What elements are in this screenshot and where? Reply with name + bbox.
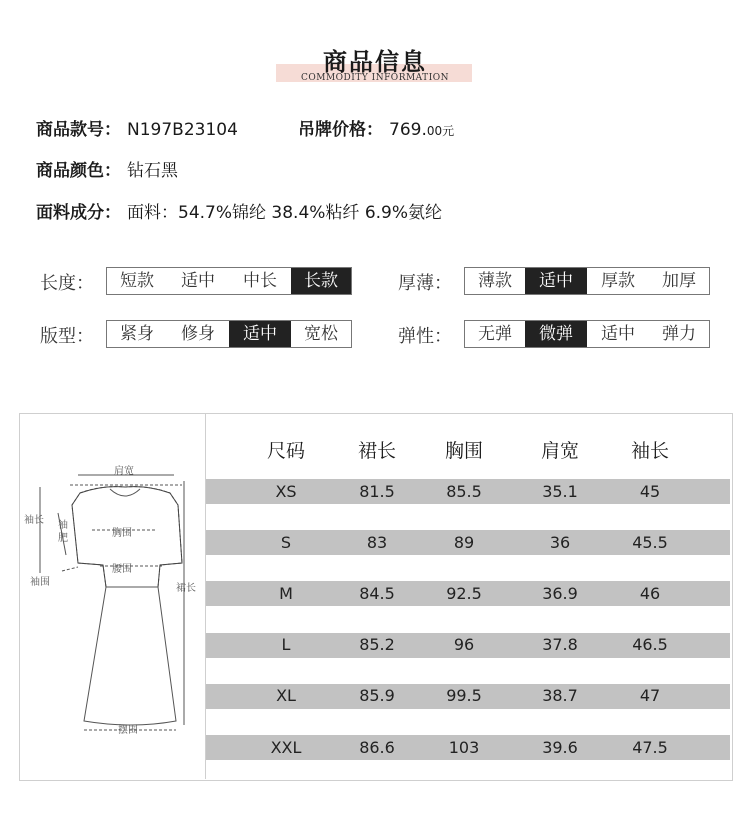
length-options: [106, 267, 352, 295]
table-cell: 45.5: [632, 532, 668, 552]
fabric-label: 面料成分：: [36, 203, 121, 223]
table-cell: 92.5: [446, 583, 482, 603]
section-header: [0, 40, 750, 90]
label-bust: 胸围: [112, 528, 132, 539]
style-number-value: N197B23104: [127, 120, 238, 140]
fabric-row: [36, 198, 442, 223]
fit-option: 宽松: [304, 324, 338, 344]
fit-options: [106, 320, 352, 348]
label-shoulder: 肩宽: [114, 466, 134, 477]
length-option: 短款: [120, 271, 154, 291]
thickness-option: 适中: [525, 268, 587, 294]
color-row: [36, 156, 178, 181]
price-label: 吊牌价格：: [298, 120, 383, 140]
fit-option: 修身: [181, 324, 215, 344]
style-number-row: [36, 115, 238, 140]
price-suffix: 00元: [426, 124, 455, 138]
fabric-value: 面料：54.7%锦纶 38.4%粘纤 6.9%氨纶: [127, 203, 443, 223]
table-cell: 84.5: [359, 583, 395, 603]
table-cell: 86.6: [359, 737, 395, 757]
thickness-option: 薄款: [478, 271, 512, 291]
color-value: 钻石黑: [127, 161, 178, 181]
table-cell: 99.5: [446, 686, 482, 706]
table-cell: 46: [639, 583, 661, 603]
label-dress-length: 裙长: [176, 583, 196, 594]
thickness-label: 厚薄：: [398, 273, 452, 294]
table-cell: S: [280, 532, 292, 552]
size-table-header: 尺码: [266, 440, 305, 462]
fit-option: 紧身: [120, 324, 154, 344]
size-table-header: 胸围: [444, 440, 483, 462]
size-table-header: 袖长: [630, 440, 669, 462]
table-cell: 47.5: [632, 737, 668, 757]
table-cell: M: [279, 583, 293, 603]
table-cell: 39.6: [542, 737, 578, 757]
length-option: 中长: [243, 271, 277, 291]
size-table-header: 裙长: [357, 440, 396, 462]
dress-measurement-diagram: [22, 455, 204, 745]
price-value: 769.: [389, 120, 427, 140]
fit-label: 版型：: [40, 326, 94, 347]
thickness-options: [464, 267, 710, 295]
label-sleeve-width-2: 肥: [58, 533, 68, 544]
table-cell: 46.5: [632, 635, 668, 655]
table-cell: XXL: [270, 737, 302, 757]
style-number-label: 商品款号：: [36, 120, 121, 140]
table-cell: XL: [276, 686, 296, 706]
table-cell: 38.7: [542, 686, 578, 706]
length-option: 适中: [181, 271, 215, 291]
table-cell: 35.1: [542, 481, 578, 501]
elasticity-option: 适中: [601, 324, 635, 344]
color-label: 商品颜色：: [36, 161, 121, 181]
table-cell: L: [281, 635, 291, 655]
size-table-header: 肩宽: [540, 440, 579, 462]
elasticity-label: 弹性：: [398, 326, 452, 347]
table-cell: 45: [639, 481, 661, 501]
table-cell: 37.8: [542, 635, 578, 655]
elasticity-option: 无弹: [478, 324, 512, 344]
label-hem: 摆围: [118, 725, 138, 736]
table-cell: 81.5: [359, 481, 395, 501]
table-cell: 47: [639, 686, 661, 706]
elasticity-options: [464, 320, 710, 348]
table-cell: 85.9: [359, 686, 395, 706]
label-waist: 腰围: [112, 564, 132, 575]
table-cell: 36.9: [542, 583, 578, 603]
table-cell: 83: [366, 532, 388, 552]
table-cell: 96: [453, 635, 475, 655]
length-label: 长度：: [40, 273, 94, 294]
label-sleeve-width-1: 袖: [58, 520, 68, 531]
table-cell: 85.5: [446, 481, 482, 501]
table-cell: 36: [549, 532, 571, 552]
table-cell: 89: [453, 532, 475, 552]
thickness-option: 厚款: [601, 271, 635, 291]
label-cuff: 袖围: [30, 577, 50, 588]
table-cell: 85.2: [359, 635, 395, 655]
length-option: 长款: [291, 268, 351, 294]
elasticity-option: 弹力: [662, 324, 696, 344]
elasticity-option: 微弹: [525, 321, 587, 347]
price-row: [298, 115, 454, 140]
table-cell: XS: [275, 481, 297, 501]
page-title: 商品信息: [323, 48, 427, 76]
fit-option: 适中: [229, 321, 291, 347]
table-cell: 103: [448, 737, 480, 757]
page-subtitle: COMMODITY INFORMATION: [300, 73, 449, 83]
thickness-option: 加厚: [662, 271, 696, 291]
label-sleeve-length: 袖长: [24, 515, 44, 526]
